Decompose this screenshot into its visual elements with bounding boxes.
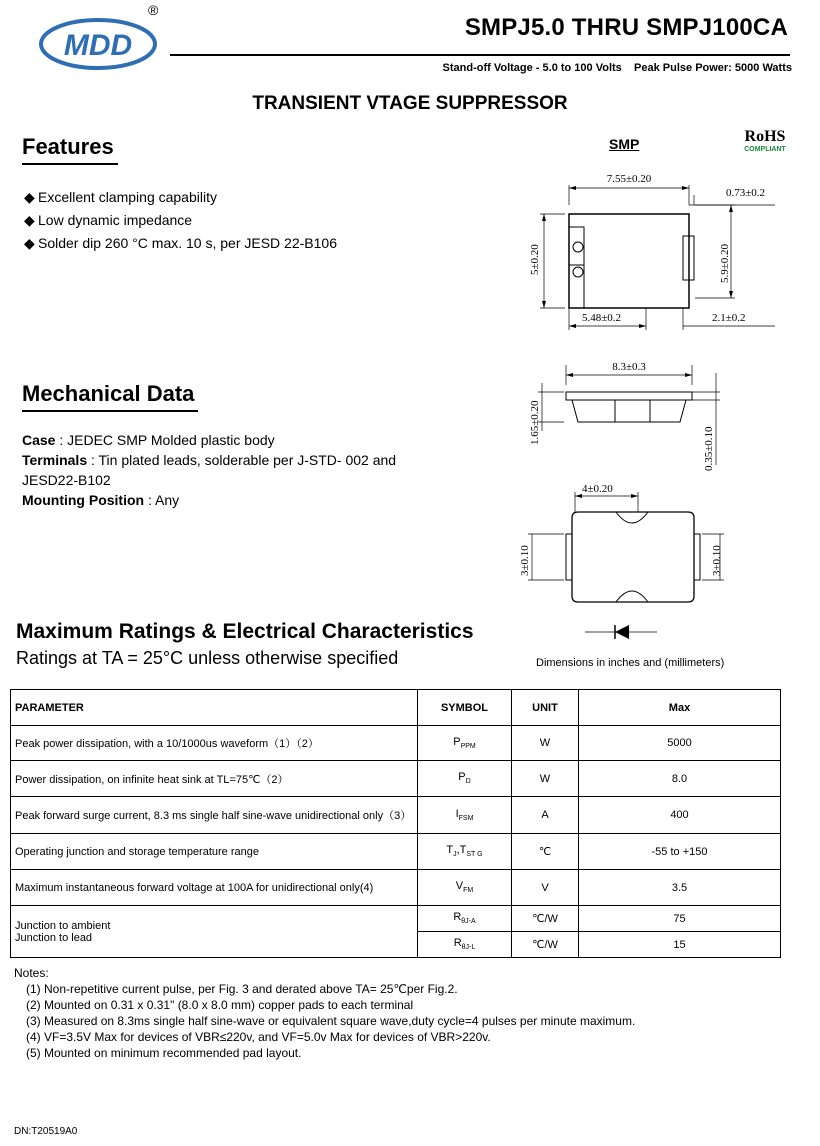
dim-lead-thickness: 0.73±0.2: [726, 187, 766, 199]
dimensions-note: Dimensions in inches and (millimeters): [536, 657, 725, 669]
param-cell: Power dissipation, on infinite heat sink at TL=75℃（2）: [11, 761, 418, 797]
col-max: Max: [579, 690, 781, 726]
symbol-cell: [418, 870, 512, 906]
mechanical-heading: [22, 381, 194, 407]
table-row: [11, 726, 781, 761]
unit-cell: ℃/W: [512, 906, 579, 932]
mounting-label: Mounting Position: [22, 492, 145, 508]
standoff-voltage: Stand-off Voltage - 5.0 to 100 Volts: [442, 62, 622, 74]
rohs-logo: [741, 128, 789, 153]
bullet-icon: ◆: [24, 189, 35, 205]
features-heading: [22, 134, 114, 160]
package-pad-view: [512, 478, 732, 608]
unit-cell: A: [512, 797, 579, 834]
unit-cell: ℃: [512, 834, 579, 870]
symbol-text: V: [455, 880, 464, 893]
symbol-text: I: [455, 807, 459, 820]
rohs-text: RoHS: [744, 128, 786, 145]
param-cell: Peak power dissipation, with a 10/1000us waveform（1）（2）: [11, 726, 418, 761]
note-item: (5) Mounted on minimum recommended pad layout.: [26, 1046, 302, 1060]
note-item: (3) Measured on 8.3ms single half sine-wave or equivalent square wave,duty cycle=4 pulses per minute maximum.: [26, 1014, 636, 1028]
features-heading-text: Features: [22, 134, 114, 159]
symbol-text: P: [458, 771, 466, 784]
symbol-sub-2: ST G: [466, 851, 483, 859]
unit-cell: W: [512, 726, 579, 761]
table-row: [11, 797, 781, 834]
dim-lead-offset: 0.35±0.10: [703, 426, 715, 471]
mounting-value: : Any: [144, 492, 180, 508]
col-unit: UNIT: [512, 690, 579, 726]
symbol-text: R: [453, 911, 462, 924]
page-title: SMPJ5.0 THRU SMPJ100CA: [464, 14, 788, 41]
max-cell: -55 to +150: [579, 834, 781, 870]
header-specs: [443, 62, 792, 74]
mounting-line: [22, 490, 442, 510]
rohs-compliant: COMPLIANT: [744, 146, 786, 153]
dim-pad-width: 4±0.20: [582, 483, 613, 495]
dim-side-length: 8.3±0.3: [612, 361, 646, 373]
mechanical-data: [22, 430, 442, 510]
symbol-sub: PPM: [460, 743, 476, 751]
table-row: [11, 834, 781, 870]
symbol-cell: [418, 932, 512, 958]
table-header-row: [11, 690, 781, 726]
dim-body-height: 5±0.20: [529, 244, 541, 275]
dim-side-height: 1.65±0.20: [529, 400, 541, 445]
dim-lead-width: 2.1±0.2: [712, 312, 746, 324]
case-label: Case: [22, 432, 56, 448]
thermal-param-ambient: Junction to ambient: [15, 919, 111, 932]
table-row: [11, 761, 781, 797]
document-title: TRANSIENT VTAGE SUPPRESSOR: [252, 93, 568, 114]
symbol-sub: D: [465, 778, 471, 786]
unit-cell: V: [512, 870, 579, 906]
max-cell: 5000: [579, 726, 781, 761]
package-top-view: [520, 165, 810, 335]
note-item: (4) VF=3.5V Max for devices of VBR≤220v, and VF=5.0v Max for devices of VBR>220v.: [26, 1030, 491, 1044]
dim-overall-height: 5.9±0.20: [719, 243, 731, 283]
max-cell: 400: [579, 797, 781, 834]
param-cell: [11, 906, 418, 958]
unit-cell: W: [512, 761, 579, 797]
terminals-line: [22, 450, 442, 490]
symbol-text-2: ,T: [456, 844, 467, 857]
notes-heading: Notes:: [14, 966, 49, 980]
case-value: : JEDEC SMP Molded plastic body: [55, 432, 275, 448]
dim-top-width: 7.55±0.20: [606, 173, 652, 185]
symbol-text: P: [453, 735, 461, 748]
max-cell: 75: [579, 906, 781, 932]
peak-power: Peak Pulse Power: 5000 Watts: [634, 62, 792, 74]
case-line: [22, 430, 442, 450]
package-side-view: [520, 355, 730, 475]
param-cell: Maximum instantaneous forward voltage at 100A for unidirectional only(4): [11, 870, 418, 906]
max-cell: 3.5: [579, 870, 781, 906]
registered-mark: ®: [148, 2, 159, 18]
feature-item: [24, 212, 192, 229]
note-item: (2) Mounted on 0.31 x 0.31" (8.0 x 8.0 mm) copper pads to each terminal: [26, 998, 414, 1012]
symbol-cell: [418, 761, 512, 797]
unit-cell: ℃/W: [512, 932, 579, 958]
thermal-param-lead: Junction to lead: [15, 931, 93, 944]
feature-text: Low dynamic impedance: [38, 212, 193, 228]
dim-pad-right: 3±0.10: [711, 545, 723, 576]
table-row: [11, 906, 781, 932]
symbol-sub: θJ-L: [461, 944, 476, 952]
feature-text: Excellent clamping capability: [38, 189, 217, 205]
symbol-text: T: [446, 844, 454, 857]
notes-section: [14, 965, 635, 1061]
param-cell: Operating junction and storage temperature range: [11, 834, 418, 870]
ratings-heading: Maximum Ratings & Electrical Characteristics: [16, 620, 474, 643]
dim-bottom-width: 5.48±0.2: [582, 312, 622, 324]
document-number: DN:T20519A0: [14, 1126, 78, 1137]
diode-symbol-icon: [585, 624, 657, 640]
symbol-cell: [418, 726, 512, 761]
bullet-icon: ◆: [24, 212, 35, 228]
symbol-sub: θJ-A: [461, 918, 476, 926]
bullet-icon: ◆: [24, 235, 35, 251]
dim-pad-left: 3±0.10: [519, 545, 531, 576]
feature-item: [24, 189, 217, 206]
symbol-sub: FSM: [458, 815, 474, 823]
ratings-table: [10, 689, 781, 958]
ratings-subheading: Ratings at TA = 25°C unless otherwise specified: [16, 648, 399, 668]
table-row: [11, 870, 781, 906]
symbol-text: R: [453, 937, 462, 950]
terminals-label: Terminals: [22, 452, 88, 468]
note-item: (1) Non-repetitive current pulse, per Fig. 3 and derated above TA= 25℃per Fig.2.: [26, 982, 458, 996]
col-parameter: PARAMETER: [11, 690, 418, 726]
col-symbol: SYMBOL: [418, 690, 512, 726]
param-cell: Peak forward surge current, 8.3 ms single half sine-wave unidirectional only（3）: [11, 797, 418, 834]
symbol-sub: FM: [463, 887, 474, 895]
symbol-cell: [418, 906, 512, 932]
max-cell: 8.0: [579, 761, 781, 797]
symbol-sub: J: [453, 851, 457, 859]
feature-text: Solder dip 260 °C max. 10 s, per JESD 22-B106: [38, 235, 337, 251]
feature-item: [24, 235, 337, 252]
terminals-value: : Tin plated leads, solderable per J-STD- 002 and JESD22-B102: [22, 452, 397, 488]
mechanical-heading-text: Mechanical Data: [22, 381, 195, 406]
header-divider: [170, 54, 790, 56]
package-name: SMP: [609, 136, 640, 152]
logo-text: MDD: [63, 29, 133, 62]
max-cell: 15: [579, 932, 781, 958]
symbol-cell: [418, 834, 512, 870]
symbol-cell: [418, 797, 512, 834]
